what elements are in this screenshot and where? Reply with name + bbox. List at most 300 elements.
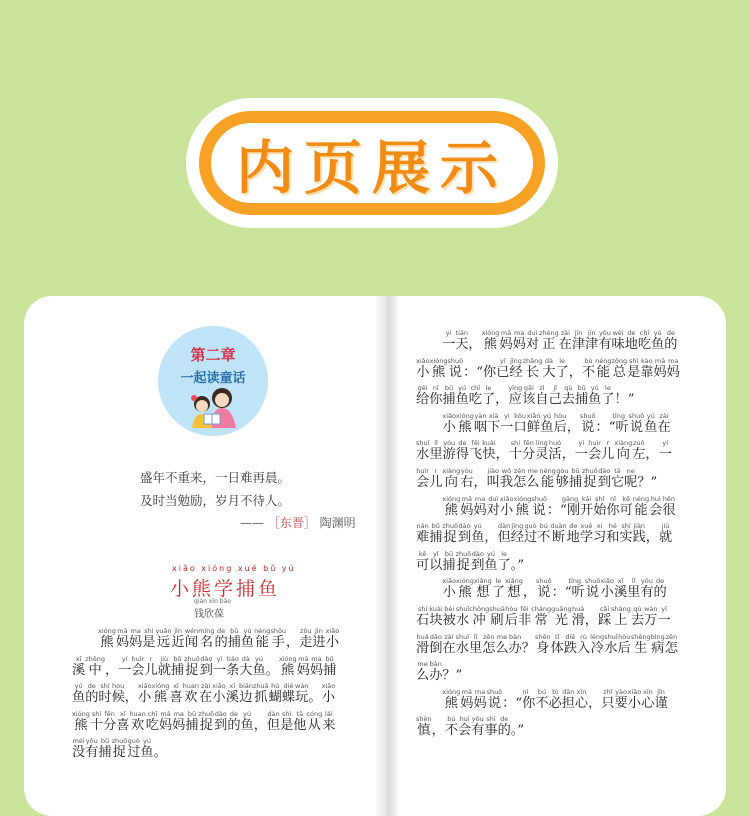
ruby-char: 鱼yú xyxy=(588,384,602,408)
ruby-char: ？” xyxy=(442,668,463,684)
ruby-char: 说shuō xyxy=(579,411,596,435)
ruby-char: 不bú xyxy=(537,522,551,546)
ruby-char: 熊xióng xyxy=(278,654,297,678)
story-title: 小熊学捕鱼 xyxy=(170,578,281,600)
ruby-char: 会huì xyxy=(649,494,663,518)
poem xyxy=(140,466,290,512)
poem-dynasty: ［东晋］ xyxy=(267,516,316,530)
ruby-char: 块kuài xyxy=(429,604,443,628)
ruby-char: ， xyxy=(124,690,138,706)
ruby-char: 它tā xyxy=(610,466,625,490)
poem-line: 及时当勉励，岁月不待人。 xyxy=(140,493,291,508)
ruby-char: 妈ma xyxy=(666,356,680,380)
banner xyxy=(186,98,558,228)
text-line xyxy=(416,523,680,551)
ruby-char: 是shì xyxy=(627,356,641,380)
ruby-char: 的de xyxy=(227,709,241,733)
ruby-char: 断duàn xyxy=(550,522,567,546)
text-line xyxy=(416,358,680,386)
ruby-char: 靠kào xyxy=(640,356,654,380)
ruby-char: 践jiàn xyxy=(632,522,646,546)
ruby-char: 会huìr xyxy=(131,654,145,678)
ruby-char: ， xyxy=(253,717,267,733)
ruby-char: 可kě xyxy=(416,549,430,573)
ruby-char: 得de xyxy=(455,439,469,463)
ruby-char: 里lǐ xyxy=(627,577,641,601)
ruby-char: 玩wán xyxy=(295,682,309,706)
ruby-char: 了le xyxy=(555,356,569,380)
ruby-char: 灵líng xyxy=(535,439,549,463)
ruby-char: 。 xyxy=(153,745,167,761)
ruby-char: 给gěi xyxy=(416,384,430,408)
ruby-char: 鱼yú xyxy=(240,709,254,733)
ruby-char: 溪xī xyxy=(613,577,628,601)
ruby-char: 到dào xyxy=(458,522,472,546)
ruby-char: 溪xī xyxy=(225,682,239,706)
ruby-char xyxy=(416,696,429,711)
ruby-char: 小xiǎo xyxy=(321,682,336,706)
ruby-char: 的de xyxy=(653,577,667,601)
ruby-char: 捉zhuō xyxy=(442,522,459,546)
ruby-char: 刷shuā xyxy=(489,604,505,628)
right-page-text xyxy=(416,330,680,744)
ruby-char xyxy=(429,585,442,600)
ruby-char: 被bèi xyxy=(442,604,456,628)
ruby-char: 一yī xyxy=(657,604,671,628)
ruby-char: 说shuō xyxy=(536,577,552,601)
ruby-char: 捉zhuō xyxy=(184,654,200,678)
ruby-char: 大dà xyxy=(239,654,253,678)
ruby-char: 来lái xyxy=(322,709,336,733)
ruby-char: 妈ma xyxy=(473,687,487,711)
text-line xyxy=(416,385,680,413)
ruby-char: 想xiǎng xyxy=(473,577,492,601)
ruby-char: 儿r xyxy=(429,466,443,490)
ruby-char: 分fēn xyxy=(103,709,117,733)
ruby-char: 妈mā xyxy=(158,709,173,733)
ruby-char: 的de xyxy=(214,627,228,650)
chapter-title: 第二章 xyxy=(190,346,236,364)
ruby-char: ， xyxy=(495,447,509,463)
ruby-char: ： xyxy=(546,502,561,518)
ruby-char: 从cóng xyxy=(306,709,323,733)
ruby-char: 鱼yú xyxy=(651,329,665,352)
poem-attribution xyxy=(240,514,356,531)
ruby-char: 熊xióng xyxy=(456,411,474,435)
ruby-char: 候hou xyxy=(111,682,125,706)
ruby-char: 有yǒu xyxy=(640,577,654,601)
ruby-char: 但dàn xyxy=(266,709,281,733)
left-page-text xyxy=(72,628,339,766)
ruby-char: 熊xióng xyxy=(456,577,474,601)
ruby-char: 必bì xyxy=(548,687,562,711)
ruby-char: 里lǐ xyxy=(469,632,483,656)
ruby-char: “你 xyxy=(476,364,497,380)
ruby-char: 后hòu xyxy=(553,411,567,435)
ruby-char: 怎zěn xyxy=(664,632,678,656)
ruby-char: 在zài xyxy=(198,682,213,706)
ruby-char: 地de xyxy=(624,329,638,352)
ruby-char: 滑huá xyxy=(571,604,585,628)
ruby-char: 倒dǎo xyxy=(429,632,443,656)
ruby-char: 边biān xyxy=(238,682,254,706)
ruby-char: 捕bǔ xyxy=(442,549,456,573)
ruby-char: 在zài xyxy=(657,411,671,435)
ruby-char: 已yǐ xyxy=(496,356,510,380)
ruby-char: 难nán xyxy=(416,522,430,546)
ruby-char: 分fēn xyxy=(522,439,536,463)
ruby-char: 手shǒu xyxy=(270,627,287,650)
ruby-char: 经jīng xyxy=(509,356,523,380)
ruby-char: ， xyxy=(104,662,119,678)
ruby-char: 捉zhuō xyxy=(455,549,472,573)
ruby-char: 蝶dié xyxy=(281,682,295,706)
ruby-char: 了le xyxy=(601,384,615,408)
ruby-char: 妈mā xyxy=(499,329,513,352)
banner-title: 内页展示 xyxy=(235,134,508,202)
ruby-char: 踩cǎi xyxy=(597,604,612,628)
ruby-char: 水shuǐ xyxy=(455,632,469,656)
story-title-pinyin: xiǎo xióng xué bǔ yú xyxy=(172,564,296,573)
ruby-char: 体tǐ xyxy=(550,632,564,656)
ruby-char: 妈mā xyxy=(115,627,130,650)
ruby-char: 说shuō xyxy=(486,687,503,711)
ruby-char: 一yì xyxy=(500,411,514,435)
ruby-char: 你nǐ xyxy=(429,384,443,408)
ruby-char: 向xiàng xyxy=(442,466,461,490)
ruby-char: 。 xyxy=(265,662,279,678)
ruby-char: 鱼yú xyxy=(540,411,554,435)
ruby-char: 能néng xyxy=(595,356,612,380)
ruby-char: 该gāi xyxy=(522,384,536,408)
ruby-char: 妈mā xyxy=(460,687,474,711)
ruby-char: 味wèi xyxy=(611,329,625,352)
ruby-char: 是shì xyxy=(142,627,156,650)
ruby-char: 鱼yú xyxy=(644,411,658,435)
ruby-char: 对duì xyxy=(525,329,539,352)
ruby-char: 中zhōng xyxy=(85,654,105,678)
chapter-badge xyxy=(158,326,268,436)
ruby-char: ， xyxy=(645,447,659,463)
ruby-char: 心xīn xyxy=(574,687,589,711)
ruby-char: 熊xióng xyxy=(429,356,448,380)
ruby-char: 捕bǔ xyxy=(568,466,583,490)
ruby-char: ， xyxy=(484,530,498,546)
ruby-char: 很hěn xyxy=(662,494,676,518)
ruby-char: 了le xyxy=(481,384,496,408)
ruby-char: 了le xyxy=(497,549,511,573)
text-line xyxy=(416,661,680,689)
ruby-char: 开kāi xyxy=(580,494,594,518)
ruby-char: 儿r xyxy=(144,654,158,678)
ruby-char: 到dào xyxy=(471,549,485,573)
ruby-char: 鱼yú xyxy=(72,682,86,706)
ruby-char xyxy=(416,503,429,518)
ruby-char: 够gòu xyxy=(555,466,569,490)
ruby-char: 的de xyxy=(664,329,678,352)
ruby-char: 妈ma xyxy=(473,494,487,518)
ruby-char: 始shǐ xyxy=(593,494,607,518)
ruby-char: ？” xyxy=(637,474,658,490)
ruby-char: 要yào xyxy=(614,687,628,711)
ruby-char: 常cháng xyxy=(531,604,552,628)
ruby-char: 地de xyxy=(566,522,580,546)
ruby-char: 么me xyxy=(416,660,430,684)
ruby-char: 么me xyxy=(495,632,509,656)
ruby-char: 吃chī xyxy=(468,384,482,408)
text-line xyxy=(416,634,680,662)
ruby-char: 己jǐ xyxy=(548,384,562,408)
ruby-char: 不bù xyxy=(581,356,596,380)
ruby-char: 鱼yú xyxy=(471,522,485,546)
ruby-char: 十shí xyxy=(89,709,104,733)
ruby-char: 小xiǎo xyxy=(212,682,226,706)
ruby-char: ， xyxy=(584,612,598,628)
ruby-char: 捉zhuō xyxy=(582,466,598,490)
ruby-char: 妈ma xyxy=(512,329,526,352)
ruby-char: 怎zěn xyxy=(482,632,496,656)
ruby-char: 熊xióng xyxy=(513,494,532,518)
ruby-char: “刚gāng xyxy=(560,494,581,518)
ruby-char: 抓zhuā xyxy=(253,682,269,706)
ruby-char: 捕bǔ xyxy=(185,709,199,733)
ruby-char: 闻wén xyxy=(184,627,199,650)
poem-line: 盛年不重来，一日难再晨。 xyxy=(140,470,291,485)
ruby-char: 习xí xyxy=(593,522,607,546)
ruby-char: 到dào xyxy=(214,709,228,733)
ruby-char: “听tīng xyxy=(608,411,629,435)
ruby-char: 捕bǔ xyxy=(98,737,112,761)
ruby-char: 水shuǐ xyxy=(604,632,618,656)
ruby-char: 事shì xyxy=(484,715,498,739)
ruby-char: 吃chī xyxy=(637,329,652,352)
text-line xyxy=(72,711,339,739)
ruby-char: 一yì xyxy=(442,329,456,352)
ruby-char: 天tiān xyxy=(455,329,469,352)
ruby-char: 蝴hú xyxy=(268,682,282,706)
attribution-dash: —— xyxy=(240,516,264,530)
ruby-char: 入rù xyxy=(576,632,591,656)
ruby-char: 会huìr xyxy=(416,466,430,490)
poem-author: 陶渊明 xyxy=(319,516,356,530)
ruby-char: ， xyxy=(468,337,482,352)
ruby-char: 捕bǔ xyxy=(170,654,185,678)
ruby-char: 说shuō xyxy=(447,356,464,380)
ruby-char: 了le xyxy=(491,577,505,601)
ruby-char: 么me xyxy=(526,466,540,490)
ruby-char: 妈ma xyxy=(129,627,143,650)
ruby-char: 咽yàn xyxy=(473,411,488,435)
ruby-char: 他tā xyxy=(293,709,307,733)
ruby-char: 的de xyxy=(497,715,511,739)
ruby-char: 怎zěn xyxy=(513,466,527,490)
ruby-char: 我wǒ xyxy=(499,466,513,490)
ruby-char: 熊xióng xyxy=(442,687,461,711)
ruby-char: 捕bǔ xyxy=(323,654,337,678)
text-line xyxy=(72,656,339,684)
ruby-char: 能néng xyxy=(254,627,271,650)
ruby-char: 飞fēi xyxy=(469,439,483,463)
ruby-char: 去qù xyxy=(630,604,645,628)
ruby-char: 一yí xyxy=(658,439,672,463)
ruby-char: 光guāng xyxy=(551,604,572,628)
ruby-char: 里lǐ xyxy=(429,439,443,463)
ruby-char: 溪xī xyxy=(72,654,86,678)
ruby-char: 鱼yú xyxy=(252,654,266,678)
story-author: 钱欣葆 xyxy=(194,609,224,620)
ruby-char: 熊xióng xyxy=(481,329,500,352)
ruby-char: 熊xióng xyxy=(442,494,461,518)
ruby-char: 只zhǐ xyxy=(601,687,615,711)
ruby-char: ， xyxy=(568,364,582,380)
text-line xyxy=(416,578,680,606)
ruby-char: 去qù xyxy=(561,384,575,408)
ruby-char: 鱼yú xyxy=(240,627,255,650)
ruby-char: 游yóu xyxy=(442,439,456,463)
ruby-char: 小xiǎo xyxy=(137,682,152,706)
ruby-char: 活huó xyxy=(548,439,562,463)
ruby-char: 津jīn xyxy=(571,329,586,352)
ruby-char: 有yǒu xyxy=(471,715,485,739)
ruby-char: ， xyxy=(431,723,445,739)
ruby-char: ： xyxy=(551,585,565,601)
ruby-char: 名míng xyxy=(198,627,215,650)
ruby-char xyxy=(416,585,429,600)
ruby-char: 办bàn xyxy=(429,660,443,684)
ruby-char: 近jìn xyxy=(171,627,185,650)
ruby-char: 小xiǎo xyxy=(325,627,340,650)
ruby-char: 后hòu xyxy=(504,604,518,628)
ruby-char: “你nǐ xyxy=(515,687,536,711)
ruby-char: 过guò xyxy=(127,737,141,761)
ruby-char: 时shí xyxy=(98,682,112,706)
ruby-char: ， xyxy=(561,447,575,463)
ruby-char: 远yuǎn xyxy=(155,627,172,650)
ruby-char: 有yǒu xyxy=(598,329,612,352)
ruby-char: 鱼yú xyxy=(455,384,469,408)
ruby-char: 熊xióng xyxy=(151,682,170,706)
ruby-char: “听tīng xyxy=(564,577,585,601)
ruby-char: 一yí xyxy=(118,654,132,678)
ruby-char: 你nǐ xyxy=(606,494,620,518)
ruby-char: 以yǐ xyxy=(429,549,443,573)
ruby-char: 上shàng xyxy=(611,604,631,628)
ruby-char: 捕bǔ xyxy=(429,522,443,546)
ruby-char: ， xyxy=(495,392,509,408)
ruby-char: 没méi xyxy=(72,737,86,761)
text-line xyxy=(416,330,680,358)
text-line xyxy=(72,628,339,656)
ruby-char: 下xià xyxy=(487,411,501,435)
ruby-char: 是shì xyxy=(280,709,294,733)
ruby-char: 办bàn xyxy=(508,632,522,656)
ruby-char: 小xiǎo xyxy=(442,411,456,435)
ruby-char: 不bú xyxy=(444,715,458,739)
book-spine xyxy=(374,296,400,816)
ruby-char: 儿r xyxy=(601,439,615,463)
ruby-char: 担dān xyxy=(561,687,575,711)
ruby-char: 长zhǎng xyxy=(522,356,543,380)
ruby-char: 病bìng xyxy=(650,632,665,656)
ruby-char: 捕bǔ xyxy=(227,627,241,650)
text-line xyxy=(416,413,680,441)
ruby-char: 鲜xiān xyxy=(526,411,541,435)
ruby-char xyxy=(429,420,442,435)
ruby-char: 冲chōng xyxy=(469,604,490,628)
ruby-char: 会huìr xyxy=(587,439,602,463)
ruby-char: ： xyxy=(463,364,477,380)
ruby-char: 生shēng xyxy=(630,632,651,656)
ruby-char: 走zǒu xyxy=(299,627,313,650)
text-line xyxy=(416,440,680,468)
ruby-char: ： xyxy=(595,419,609,435)
ruby-char: ？ xyxy=(521,640,535,656)
ruby-char: 说shuō xyxy=(531,494,547,518)
ruby-char: 捕bǔ xyxy=(574,384,589,408)
ruby-char: 小xiǎo xyxy=(600,577,614,601)
ruby-char: 大dà xyxy=(542,356,556,380)
ruby-char: 妈mā xyxy=(653,356,667,380)
story-author-pinyin: qián xīn bǎo xyxy=(194,598,231,605)
text-line xyxy=(416,551,680,579)
chapter-subtitle: 一起读童话 xyxy=(180,371,246,386)
ruby-char: 过guò xyxy=(523,522,538,546)
ruby-char: ， xyxy=(522,585,536,601)
text-line xyxy=(72,738,339,766)
ruby-char: 一yì xyxy=(212,654,227,678)
ruby-char: 滑huá xyxy=(416,632,430,656)
ruby-char: 水shuǐ xyxy=(416,439,430,463)
ruby-char: 小xiǎo xyxy=(499,494,514,518)
ruby-char: 十shí xyxy=(508,439,523,463)
ruby-char: 说shuō xyxy=(628,411,645,435)
ruby-char: 水shuǐ xyxy=(455,604,470,628)
ruby-char: 鱼yú xyxy=(484,549,498,573)
ruby-char: 喜xǐ xyxy=(169,682,183,706)
ruby-char: 正zhèng xyxy=(539,329,559,352)
ruby-char: 到dào xyxy=(199,654,213,678)
ruby-char: 想xiǎng xyxy=(504,577,523,601)
ruby-char: 经jīng xyxy=(510,522,524,546)
ruby-char: 就jiù xyxy=(658,522,673,546)
banner-frame xyxy=(199,111,545,215)
ruby-char: 欢huan xyxy=(129,709,146,733)
text-line xyxy=(416,606,680,634)
ruby-char: 说shuō xyxy=(584,577,601,601)
ruby-char: 妈mā xyxy=(296,654,310,678)
ruby-char: 呢ne xyxy=(624,466,638,490)
ruby-char: 不bú xyxy=(535,687,549,711)
text-line xyxy=(72,683,339,711)
ruby-char: 快kuài xyxy=(482,439,496,463)
ruby-char: ， xyxy=(645,530,659,546)
ruby-char: 自zì xyxy=(535,384,549,408)
ruby-char: 左zuǒ xyxy=(632,439,646,463)
ruby-char: 非fēi xyxy=(517,604,532,628)
ruby-char: 欢huan xyxy=(182,682,199,706)
ruby-char: 能néng xyxy=(632,494,650,518)
ruby-char: 妈ma xyxy=(309,654,324,678)
ruby-char: 口kǒu xyxy=(513,411,527,435)
ruby-char: 吃chī xyxy=(145,709,159,733)
ruby-char: 谨jǐn xyxy=(654,687,668,711)
ruby-char: 。” xyxy=(510,557,525,573)
text-line xyxy=(416,496,680,524)
ruby-char: 。” xyxy=(510,723,525,739)
ruby-char: 就jiù xyxy=(157,654,171,678)
ruby-char: 右yòu xyxy=(460,466,474,490)
text-line xyxy=(416,716,680,744)
